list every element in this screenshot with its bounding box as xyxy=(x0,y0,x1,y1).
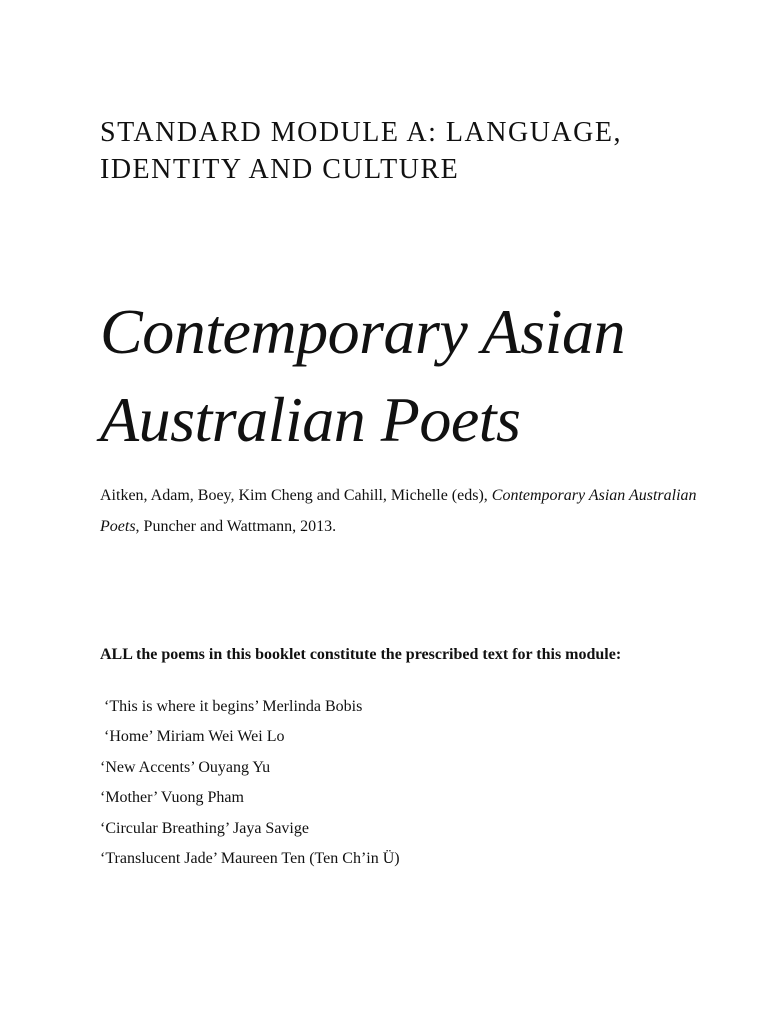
document-page xyxy=(100,0,700,1024)
poem-item: ‘New Accents’ Ouyang Yu xyxy=(100,758,271,776)
citation-book-title: Contemporary Asian Australian Poets xyxy=(100,487,697,535)
poem-item: ‘Circular Breathing’ Jaya Savige xyxy=(100,819,309,837)
citation-publisher: , Puncher and Wattmann, 2013. xyxy=(135,518,337,535)
book-title-line-2: Australian Poets xyxy=(100,384,521,455)
prescribed-text-note: ALL the poems in this booklet constitute the prescribed text for this module: xyxy=(100,646,622,663)
poem-item: ‘Home’ Miriam Wei Wei Lo xyxy=(104,728,285,746)
module-heading xyxy=(100,114,700,188)
poem-item: ‘Mother’ Vuong Pham xyxy=(100,789,244,807)
module-heading-line-2: IDENTITY AND CULTURE xyxy=(100,154,460,185)
poem-list xyxy=(100,692,700,874)
citation xyxy=(100,480,700,542)
book-title-line-1: Contemporary Asian xyxy=(100,296,625,367)
module-heading-line-1: STANDARD MODULE A: LANGUAGE, xyxy=(100,117,622,148)
poem-item: ‘This is where it begins’ Merlinda Bobis xyxy=(104,698,363,715)
poem-item: ‘Translucent Jade’ Maureen Ten (Ten Ch’in Ü) xyxy=(100,849,400,867)
book-title xyxy=(100,288,720,464)
citation-authors: Aitken, Adam, Boey, Kim Cheng and Cahill, Michelle (eds), xyxy=(100,487,492,504)
